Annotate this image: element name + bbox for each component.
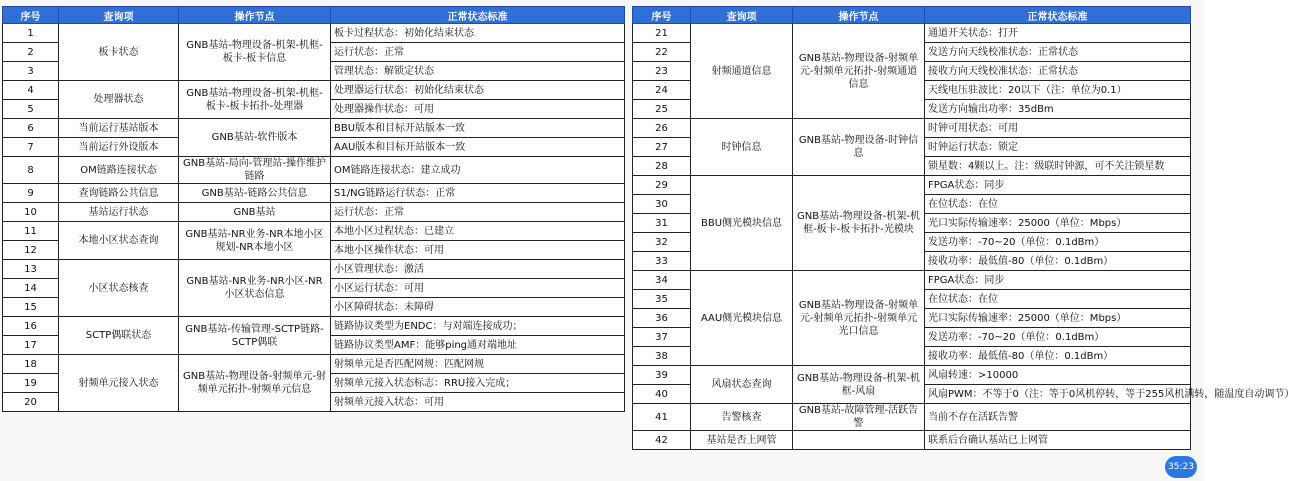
table-row [633,431,1191,450]
standard-cell: AAU版本和目标开站版本一致 [331,138,625,157]
operation-node-cell: GNB基站-物理设备-时钟信息 [793,119,925,176]
query-item-cell: 板卡状态 [59,24,179,81]
query-item-cell: 基站是否上网管 [691,431,793,450]
standard-cell: 当前不存在活跃告警 [925,404,1191,431]
standard-cell: 射频单元是否匹配网规：匹配网规 [331,355,625,374]
table-row [3,24,625,43]
timer-badge: 35:23 [1165,456,1197,478]
table-row [3,157,625,184]
header-query: 查询项 [691,7,793,24]
standard-cell: 处理器运行状态：初始化结束状态 [331,81,625,100]
header-node: 操作节点 [793,7,925,24]
standard-cell: 链路协议类型为ENDC：与对端连接成功； [331,317,625,336]
row-index-cell: 29 [633,176,691,195]
row-index-cell: 18 [3,355,59,374]
standard-cell: 发送功率：-70~20（单位：0.1dBm） [925,233,1191,252]
table-row [3,260,625,279]
query-item-cell: 基站运行状态 [59,203,179,222]
row-index-cell: 12 [3,241,59,260]
row-index-cell: 31 [633,214,691,233]
row-index-cell: 21 [633,24,691,43]
standard-cell: 发送功率：-70~20（单位：0.1dBm） [925,328,1191,347]
standard-cell: 链路协议类型AMF：能够ping通对端地址 [331,336,625,355]
row-index-cell: 42 [633,431,691,450]
row-index-cell: 36 [633,309,691,328]
standard-cell: 小区障碍状态：未障碍 [331,298,625,317]
row-index-cell: 40 [633,385,691,404]
table-row [633,119,1191,138]
query-item-cell: 风扇状态查询 [691,366,793,404]
operation-node-cell: GNB基站-链路公共信息 [179,184,331,203]
header-query: 查询项 [59,7,179,24]
row-index-cell: 22 [633,43,691,62]
standard-cell: 时钟可用状态：可用 [925,119,1191,138]
operation-node-cell: GNB基站-软件版本 [179,119,331,157]
operation-node-cell: GNB基站-故障管理-活跃告警 [793,404,925,431]
standard-cell: 本地小区过程状态：已建立 [331,222,625,241]
standard-cell: 在位状态：在位 [925,195,1191,214]
operation-node-cell: GNB基站-物理设备-射频单元-射频单元拓扑-射频单元信息 [179,355,331,412]
standard-cell: FPGA状态：同步 [925,176,1191,195]
operation-node-cell: GNB基站-NR业务-NR小区-NR小区状态信息 [179,260,331,317]
standard-cell: 通道开关状态：打开 [925,24,1191,43]
row-index-cell: 19 [3,374,59,393]
query-item-cell: 当前运行外设版本 [59,138,179,157]
row-index-cell: 38 [633,347,691,366]
standard-cell: 小区运行状态：可用 [331,279,625,298]
row-index-cell: 35 [633,290,691,309]
query-item-cell: 射频单元接入状态 [59,355,179,412]
query-item-cell: 时钟信息 [691,119,793,176]
operation-node-cell: GNB基站-物理设备-机架-机框-板卡-板卡拓扑-处理器 [179,81,331,119]
row-index-cell: 34 [633,271,691,290]
row-index-cell: 6 [3,119,59,138]
row-index-cell: 15 [3,298,59,317]
table-row [633,176,1191,195]
right-check-table [632,6,1294,450]
right-table-panel [632,6,1294,450]
standard-cell: 接收方向天线校准状态：正常状态 [925,62,1191,81]
row-index-cell: 13 [3,260,59,279]
operation-node-cell: GNB基站-局向-管理站-操作维护链路 [179,157,331,184]
query-item-cell: 射频通道信息 [691,24,793,119]
table-row [3,203,625,222]
standard-cell: 处理器操作状态：可用 [331,100,625,119]
standard-cell: 天线电压驻波比：20以下（注：单位为0.1） [925,81,1191,100]
operation-node-cell: GNB基站-物理设备-机架-机框-风扇 [793,366,925,404]
left-table-body [3,24,625,412]
row-index-cell: 5 [3,100,59,119]
query-item-cell: OM链路连接状态 [59,157,179,184]
table-row [633,404,1191,431]
header-idx: 序号 [633,7,691,24]
query-item-cell: 处理器状态 [59,81,179,119]
standard-cell: 运行状态：正常 [331,43,625,62]
header-idx: 序号 [3,7,59,24]
standard-cell: 发送方向输出功率：35dBm [925,100,1191,119]
header-node: 操作节点 [179,7,331,24]
standard-cell: 接收功率：最低值-80（单位：0.1dBm） [925,347,1191,366]
operation-node-cell [793,431,925,450]
operation-node-cell: GNB基站-物理设备-机架-机框-板卡-板卡信息 [179,24,331,81]
header-std: 正常状态标准 [925,7,1191,24]
standard-cell: 发送方向天线校准状态：正常状态 [925,43,1191,62]
row-index-cell: 16 [3,317,59,336]
right-table-body [633,24,1294,450]
table-row [633,366,1191,385]
row-index-cell: 33 [633,252,691,271]
operation-node-cell: GNB基站-物理设备-射频单元-射频单元拓扑-射频通道信息 [793,24,925,119]
table-row [633,24,1191,43]
row-index-cell: 41 [633,404,691,431]
standard-cell: 风扇转速：>10000 [925,366,1191,385]
row-index-cell: 8 [3,157,59,184]
table-row [633,271,1191,290]
standard-cell: S1/NG链路运行状态：正常 [331,184,625,203]
row-index-cell: 26 [633,119,691,138]
row-index-cell: 37 [633,328,691,347]
standard-cell: 光口实际传输速率：25000（单位：Mbps） [925,309,1191,328]
standard-cell: 风扇PWM：不等于0（注：等于0风机停转，等于255风机满转，随温度自动调节） [925,385,1191,404]
query-item-cell: AAU侧光模块信息 [691,271,793,366]
row-index-cell: 23 [633,62,691,81]
table-row [3,81,625,100]
standard-cell: 锁星数：4颗以上。注：级联时钟源，可不关注锁星数 [925,157,1191,176]
row-index-cell: 20 [3,393,59,412]
table-row [3,222,625,241]
table-row [3,184,625,203]
standard-cell: 光口实际传输速率：25000（单位：Mbps） [925,214,1191,233]
left-table-panel [2,6,624,412]
query-item-cell: 查询链路公共信息 [59,184,179,203]
row-index-cell: 17 [3,336,59,355]
query-item-cell: 告警核查 [691,404,793,431]
standard-cell: 接收功率：最低值-80（单位：0.1dBm） [925,252,1191,271]
row-index-cell: 27 [633,138,691,157]
row-index-cell: 24 [633,81,691,100]
left-header-row [3,7,625,24]
standard-cell: 射频单元接入状态：可用 [331,393,625,412]
row-index-cell: 10 [3,203,59,222]
operation-node-cell: GNB基站-物理设备-射频单元-射频单元拓扑-射频单元光口信息 [793,271,925,366]
standard-cell: 板卡过程状态：初始化结束状态 [331,24,625,43]
operation-node-cell: GNB基站-物理设备-机架-机框-板卡-板卡拓扑-光模块 [793,176,925,271]
row-index-cell: 32 [633,233,691,252]
standard-cell: 时钟运行状态：锁定 [925,138,1191,157]
row-index-cell: 9 [3,184,59,203]
table-row [3,119,625,138]
operation-node-cell: GNB基站-NR业务-NR本地小区规划-NR本地小区 [179,222,331,260]
table-row [3,317,625,336]
standard-cell: OM链路连接状态：建立成功 [331,157,625,184]
operation-node-cell: GNB基站-传输管理-SCTP链路-SCTP偶联 [179,317,331,355]
row-index-cell: 30 [633,195,691,214]
query-item-cell: 本地小区状态查询 [59,222,179,260]
row-index-cell: 28 [633,157,691,176]
row-index-cell: 2 [3,43,59,62]
standard-cell: 射频单元接入状态标志：RRU接入完成； [331,374,625,393]
row-index-cell: 4 [3,81,59,100]
standard-cell: 在位状态：在位 [925,290,1191,309]
standard-cell: 小区管理状态：激活 [331,260,625,279]
row-index-cell: 11 [3,222,59,241]
header-std: 正常状态标准 [331,7,625,24]
query-item-cell: SCTP偶联状态 [59,317,179,355]
row-index-cell: 14 [3,279,59,298]
row-index-cell: 39 [633,366,691,385]
query-item-cell: 当前运行基站版本 [59,119,179,138]
row-index-cell: 3 [3,62,59,81]
row-index-cell: 25 [633,100,691,119]
standard-cell: 联系后台确认基站已上网管 [925,431,1191,450]
left-check-table [2,6,625,412]
operation-node-cell: GNB基站 [179,203,331,222]
row-index-cell: 1 [3,24,59,43]
standard-cell: 本地小区操作状态：可用 [331,241,625,260]
standard-cell: BBU版本和目标开站版本一致 [331,119,625,138]
standard-cell: 运行状态：正常 [331,203,625,222]
query-item-cell: BBU侧光模块信息 [691,176,793,271]
standard-cell: FPGA状态：同步 [925,271,1191,290]
query-item-cell: 小区状态核查 [59,260,179,317]
right-header-row [633,7,1191,24]
row-index-cell: 7 [3,138,59,157]
standard-cell: 管理状态：解锁定状态 [331,62,625,81]
table-row [3,355,625,374]
